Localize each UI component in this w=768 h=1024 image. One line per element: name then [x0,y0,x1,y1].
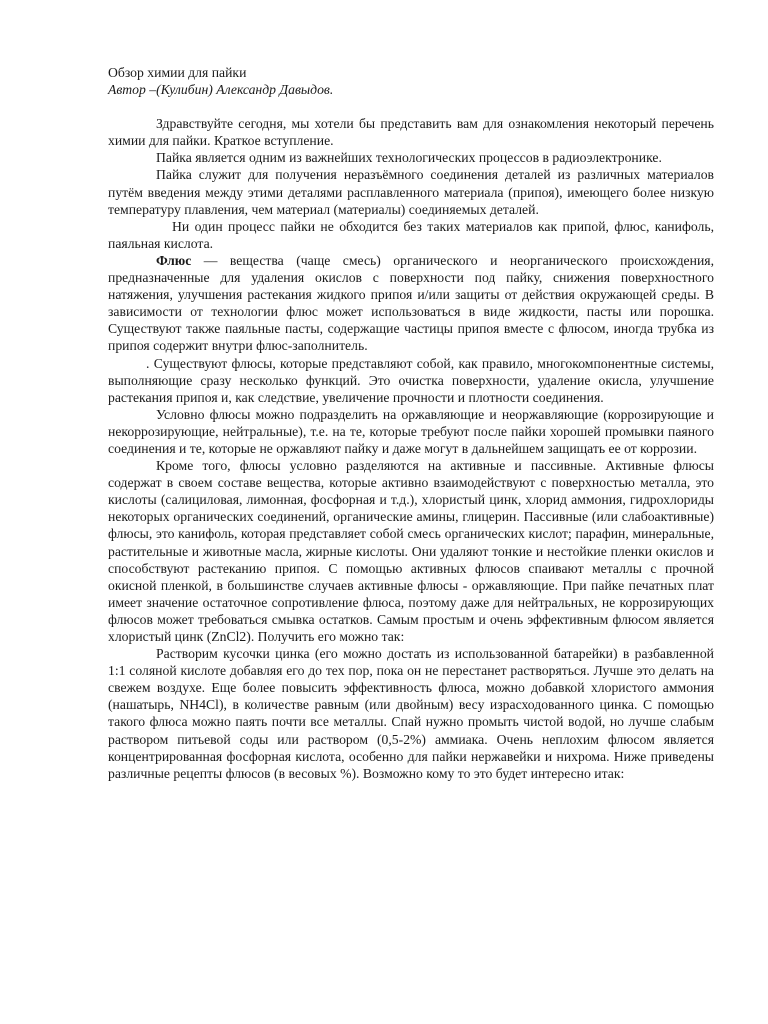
spacer [108,98,714,115]
paragraph-multicomponent-fluxes: . Существуют флюсы, которые представляют собой, как правило, многокомпонентные системы, выполняющие сразу несколько функций. Это очистка поверхности, удаление окисла, улучшение растекания припоя и, как следствие, увеличение прочности и плотности соединения. [108,355,714,405]
paragraph-active-passive-fluxes: Кроме того, флюсы условно разделяются на активные и пассивные. Активные флюсы содержат в своем составе вещества, которые активно взаимодействуют с поверхностью металла, это кислоты (салициловая, лимонная, фосфорная и т.д.), хлористый цинк, хлорид аммония, гидрохлориды некоторых органических соединений, органические амины, глицерин. Пассивные (или слабоактивные) флюсы, это канифоль, которая представляет собой смесь органических кислот; парафин, минеральные, растительные и животные масла, жирные кислоты. Они удаляют тонкие и нестойкие пленки окислов и способствуют растеканию припоя. С помощью активных флюсов спаивают металлы с прочной окисной пленкой, в большинстве случаев активные флюсы - оржавляющие. При пайке печатных плат имеет значение остаточное сопротивление флюса, поэтому даже для нейтральных, не коррозирующих флюсов может требоваться смывка остатков. Самым простым и очень эффективным флюсом является хлористый цинк (ZnCl2). Получить его можно так: [108,458,714,644]
paragraph-soldering-importance: Пайка является одним из важнейших технологических процессов в радиоэлектронике. [156,150,662,166]
flux-term: Флюс [156,252,192,268]
paragraph-materials: Ни один процесс пайки не обходится без таких материалов как припой, флюс, канифоль, паяльная кислота. [108,218,714,251]
document-title: Обзор химии для пайки [108,65,247,80]
paragraph-greeting: Здравствуйте сегодня, мы хотели бы представить вам для ознакомления некоторый перечень химии для пайки. Краткое вступление. [108,116,714,149]
paragraph-corrosive-fluxes: Условно флюсы можно подразделить на оржавляющие и неоржавляющие (коррозирующие и некоррозирующие, нейтральные), т.е. на те, которые требуют после пайки хорошей промывки паяного соединения и те, которые не оржавляют пайку и даже могут в дальнейшем защищать ее от коррозии. [108,406,714,456]
flux-definition-text: — вещества (чаще смесь) органического и неорганического происхождения, предназначенные для удаления окислов с поверхности под пайку, снижения поверхностного натяжения, улучшения растекания жидкого припоя и/или защиты от действия окружающей среды. В зависимости от технологии флюс может использоваться в виде жидкости, пасты или порошка. Существуют также паяльные пасты, содержащие частицы припоя вместе с флюсом, иногда трубка из припоя содержит внутри флюс-заполнитель. [108,252,714,354]
paragraph-zinc-chloride-recipe: Растворим кусочки цинка (его можно достать из использованной батарейки) в разбавленной 1:1 соляной кислоте добавляя его до тех пор, пока он не перестанет растворяться. Лучше это делать на свежем воздухе. Еще более повысить эффективность флюса, можно добавкой хлористого аммония (нашатырь, NH4Cl), в количестве равным (или двойным) весу израсходованного цинка. С помощью такого флюса можно паять почти все металлы. Спай нужно промыть чистой водой, но лучше слабым раствором питьевой соды или раствором (0,5-2%) аммиака. Очень неплохим флюсом является концентрированная фосфорная кислота, особенно для пайки нержавейки и нихрома. Ниже приведены различные рецепты флюсов (в весовых %). Возможно кому то это будет интересно итак: [108,646,714,781]
paragraph-flux-definition [108,252,714,355]
document-body [108,64,714,782]
document-author: Автор –(Кулибин) Александр Давыдов. [108,82,334,98]
paragraph-soldering-definition: Пайка служит для получения неразъёмного соединения деталей из различных материалов путём введения между этими деталями расплавленного материала (припоя), имеющего более низкую температуру плавления, чем материал (материалы) соединяемых деталей. [108,167,714,217]
